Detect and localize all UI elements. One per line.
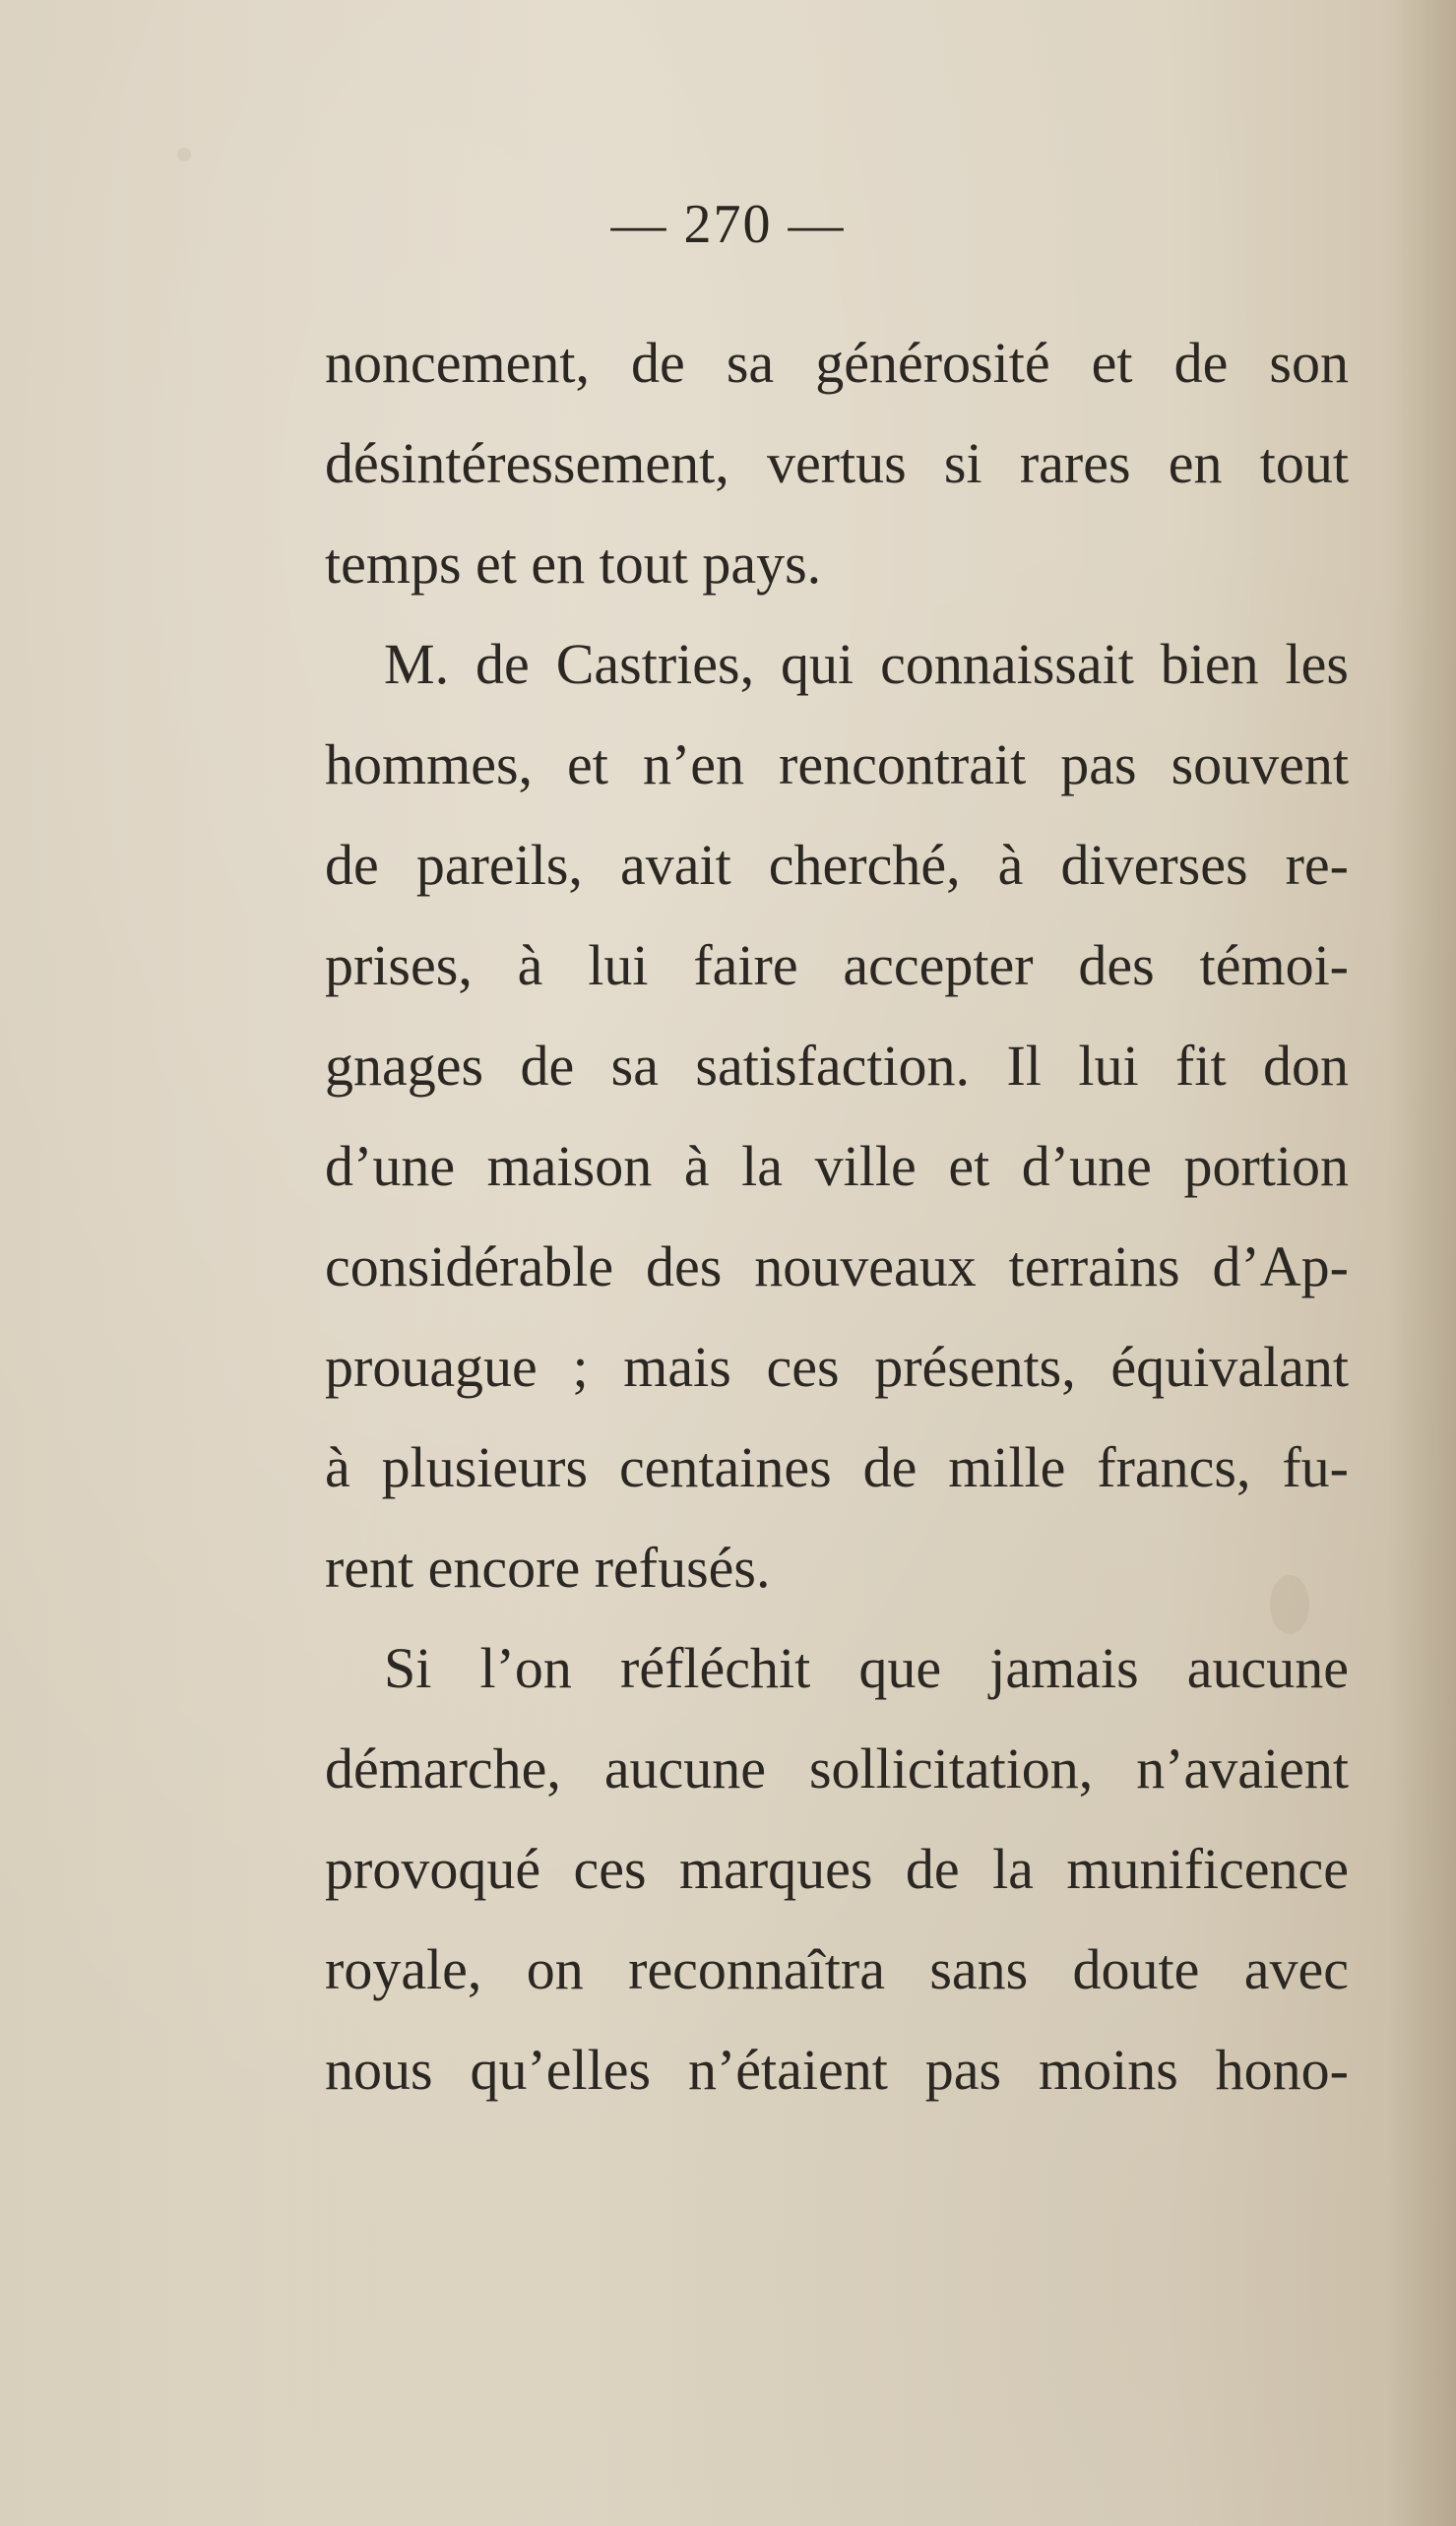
text-line: M. de Castries, qui connaissait bien les <box>384 632 1349 696</box>
paper-stain <box>177 148 191 161</box>
text-line: provoqué ces marques de la munificence <box>325 1837 1349 1901</box>
page-number: — 270 — <box>610 194 846 255</box>
text-line: d’une maison à la ville et d’une portion <box>325 1134 1349 1198</box>
text-line: prouague ; mais ces présents, équivalant <box>325 1335 1349 1399</box>
page-edge-shadow <box>1387 0 1456 2526</box>
text-line: considérable des nouveaux terrains d’Ap- <box>325 1234 1349 1298</box>
text-line: nous qu’elles n’étaient pas moins hono- <box>325 2038 1349 2102</box>
text-line: temps et en tout pays. <box>325 532 822 596</box>
text-line: noncement, de sa générosité et de son <box>325 331 1349 395</box>
text-line: gnages de sa satisfaction. Il lui fit don <box>325 1034 1349 1098</box>
text-line: hommes, et n’en rencontrait pas souvent <box>325 732 1349 796</box>
body-text <box>325 313 1349 2120</box>
text-line: royale, on reconnaîtra sans doute avec <box>325 1937 1349 2001</box>
text-line: Si l’on réfléchit que jamais aucune <box>384 1636 1349 1700</box>
text-line: désintéressement, vertus si rares en tout <box>325 431 1349 495</box>
text-line: prises, à lui faire accepter des témoi- <box>325 933 1349 997</box>
text-line: démarche, aucune sollicitation, n’avaient <box>325 1737 1349 1800</box>
text-line: de pareils, avait cherché, à diverses re- <box>325 833 1349 897</box>
text-line: rent encore refusés. <box>325 1536 771 1600</box>
text-line: à plusieurs centaines de mille francs, fu- <box>325 1435 1349 1499</box>
